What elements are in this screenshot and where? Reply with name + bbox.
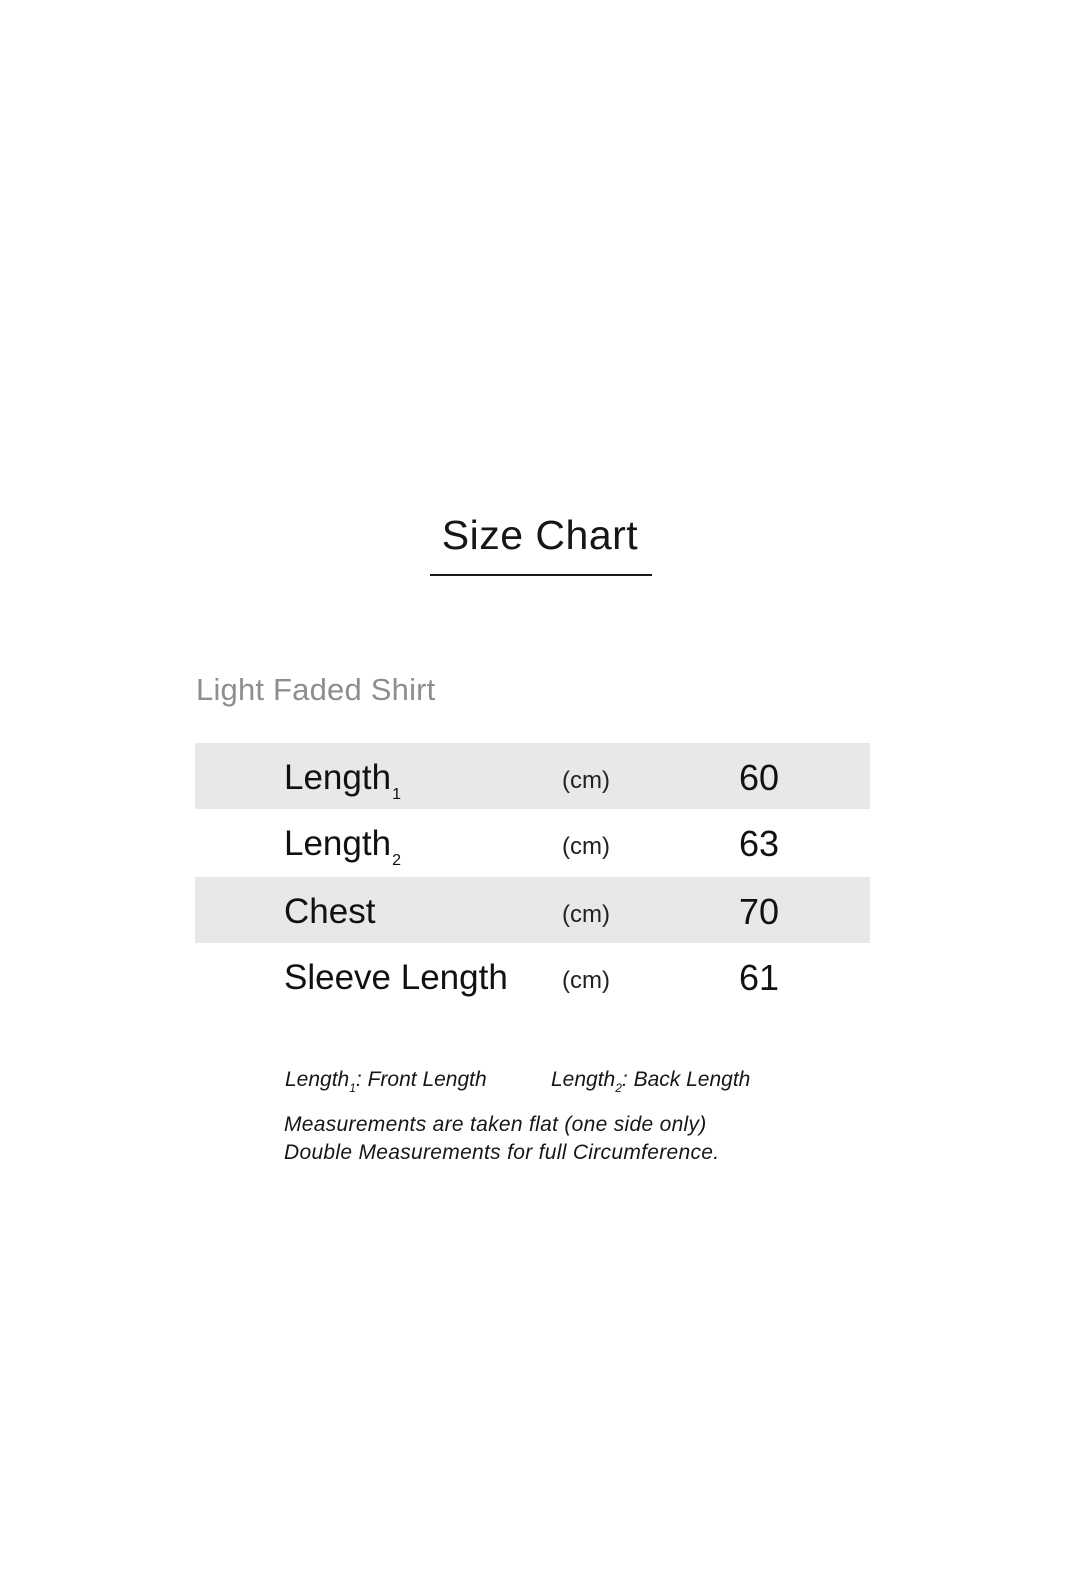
definition-front-length: Length$_1$: Front Length xyxy=(285,1068,487,1095)
row-label: Chest xyxy=(284,892,376,931)
title-underline xyxy=(430,574,652,576)
row-value: 60 xyxy=(739,757,780,798)
row-unit: (cm) xyxy=(562,833,610,860)
row-label: Sleeve Length xyxy=(284,958,508,997)
row-value: 61 xyxy=(739,957,780,998)
size-table xyxy=(195,743,870,1009)
page-title: Size Chart xyxy=(441,512,639,558)
table-row xyxy=(195,743,870,809)
measurement-notes xyxy=(284,1064,804,1167)
row-value: 63 xyxy=(739,823,780,864)
note-circumference: Double Measurements for full Circumference. xyxy=(284,1141,720,1164)
row-unit: (cm) xyxy=(562,967,610,994)
length-definitions xyxy=(284,1064,804,1098)
row-value: 70 xyxy=(739,891,780,932)
row-label: Length$_1$ xyxy=(284,758,401,803)
product-name: Light Faded Shirt xyxy=(196,672,436,707)
row-unit: (cm) xyxy=(562,767,610,794)
note-flat-measurement: Measurements are taken flat (one side only) xyxy=(284,1113,707,1136)
row-label: Length$_2$ xyxy=(284,824,401,869)
table-row xyxy=(195,943,870,1009)
table-row xyxy=(195,809,870,877)
row-unit: (cm) xyxy=(562,901,610,928)
table-row xyxy=(195,877,870,943)
definition-back-length: Length$_2$: Back Length xyxy=(551,1068,751,1095)
